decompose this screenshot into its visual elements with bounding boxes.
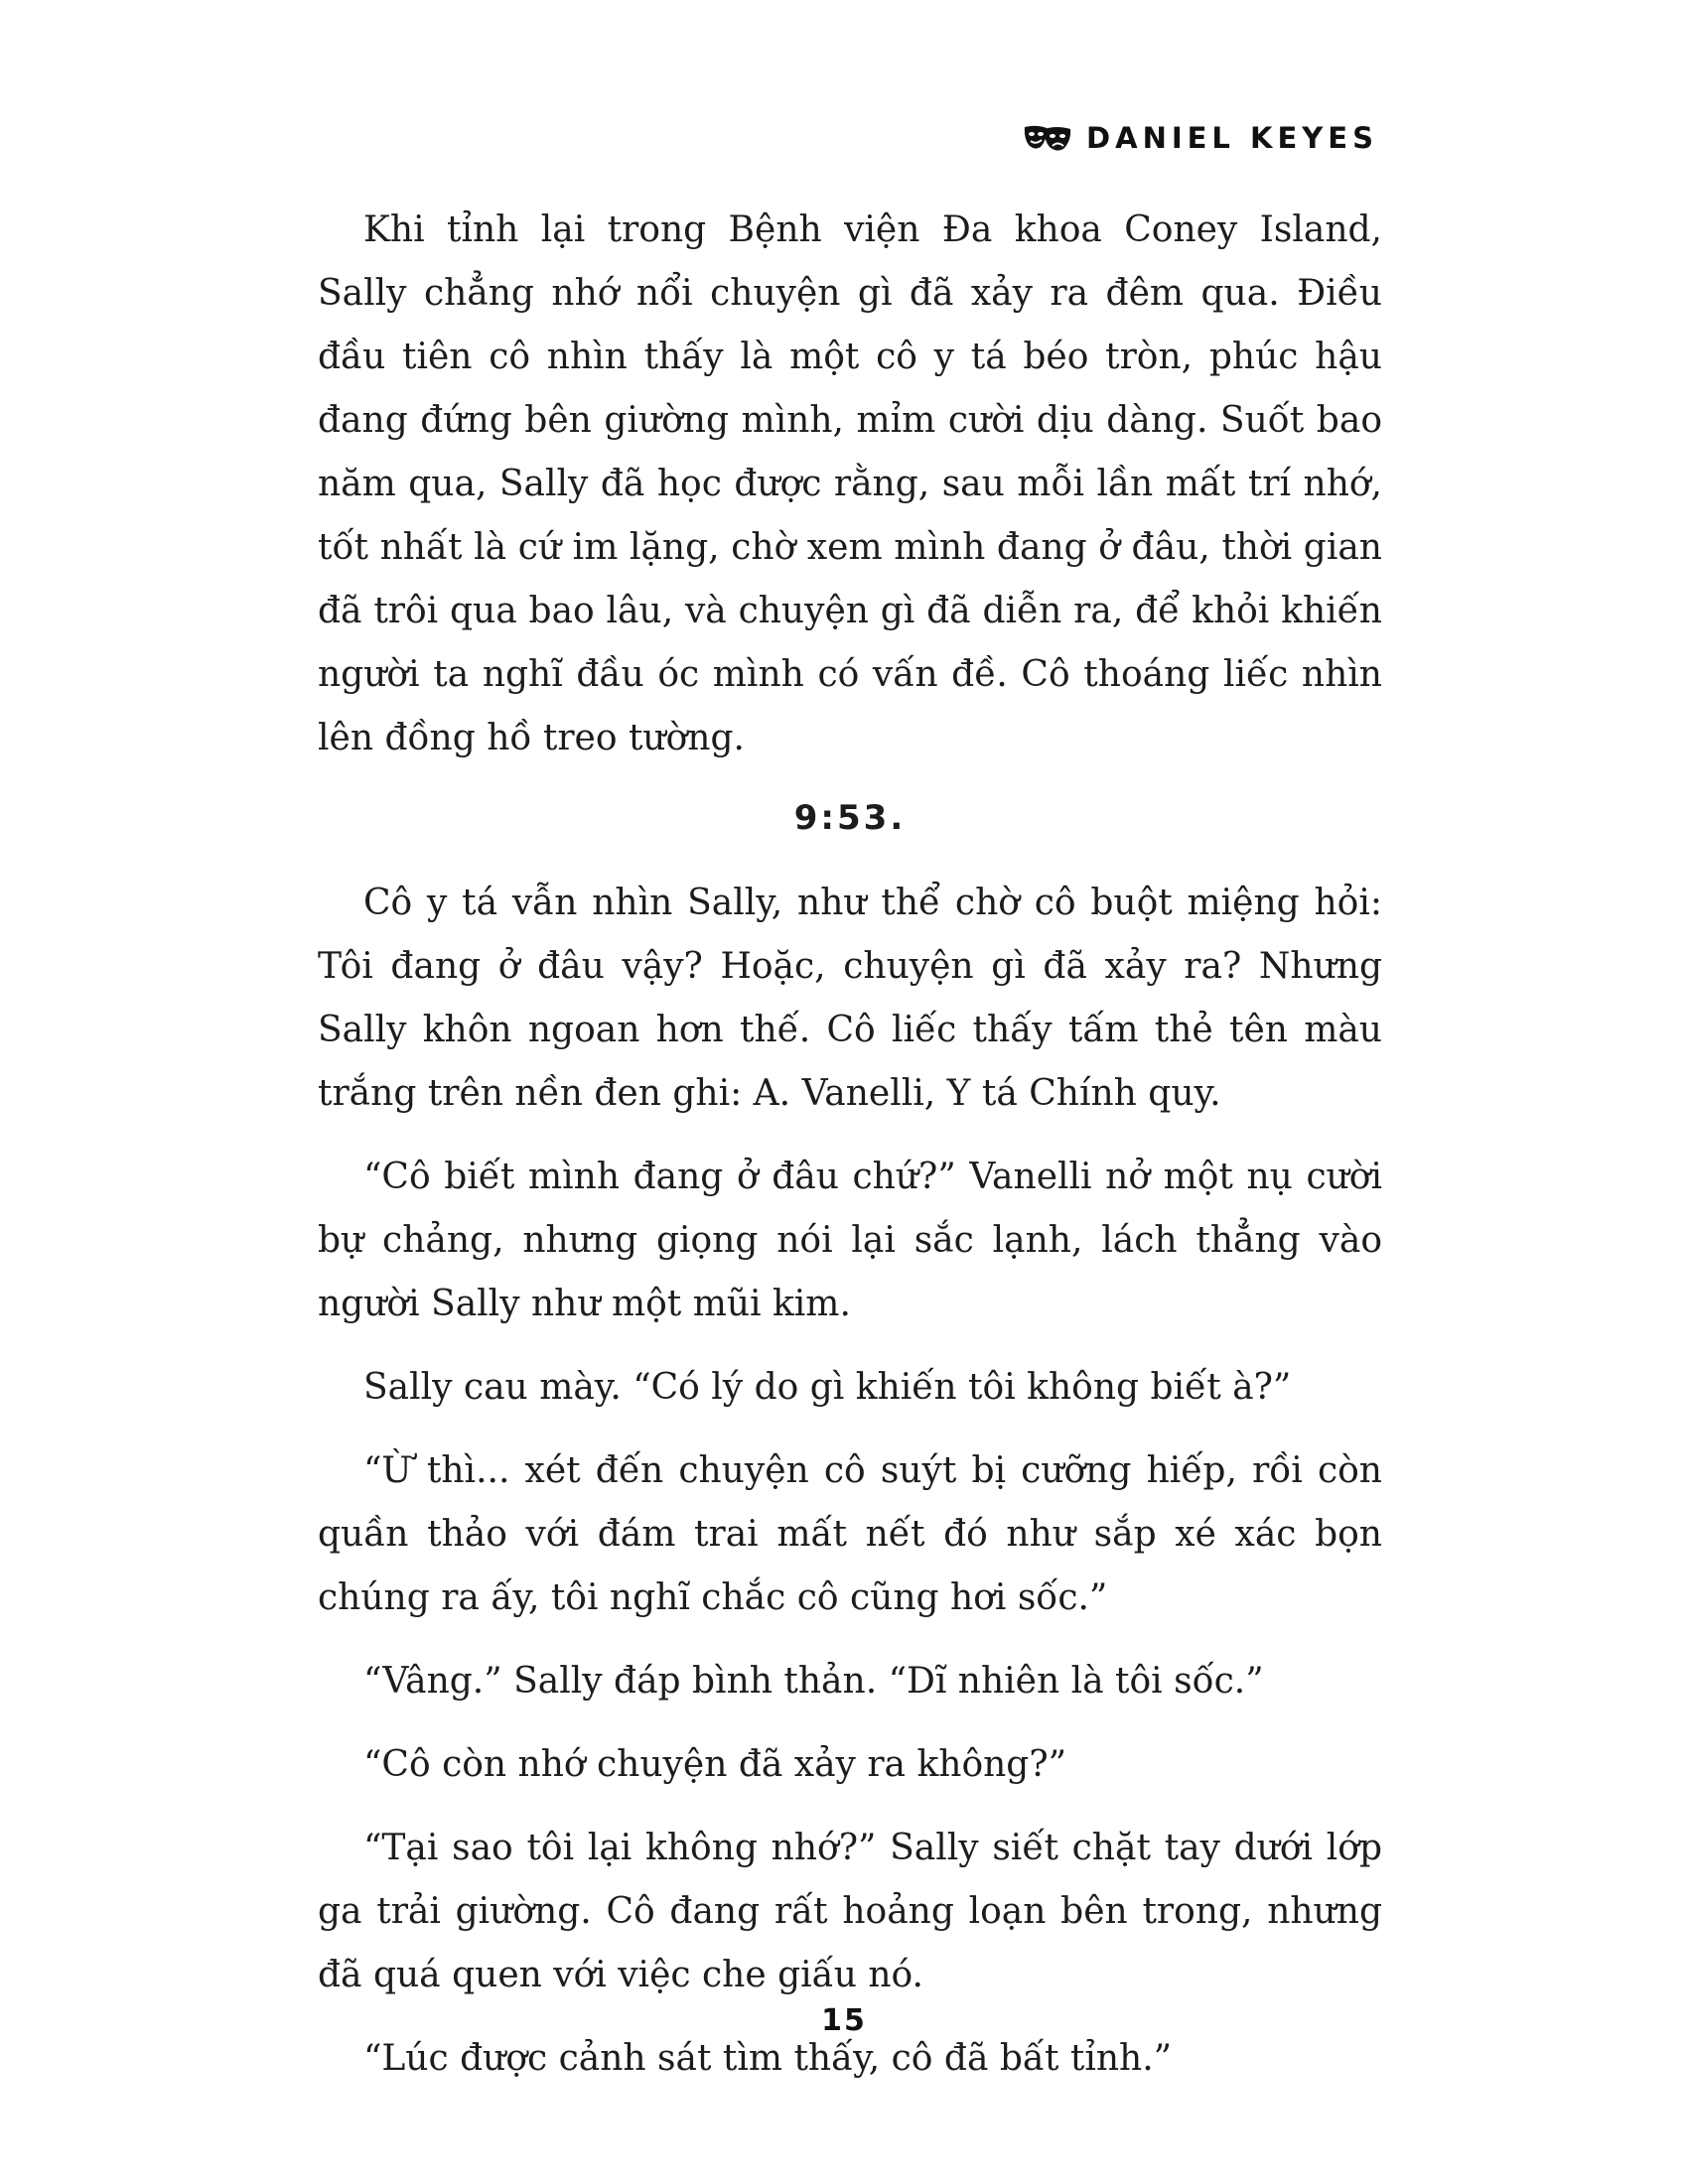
- paragraph: “Cô còn nhớ chuyện đã xảy ra không?”: [363, 1744, 1067, 1785]
- running-header: [1023, 120, 1378, 155]
- theater-masks-icon: [1023, 123, 1072, 153]
- paragraph: “Ừ thì... xét đến chuyện cô suýt bị cưỡng hiếp, rồi còn quần thảo với đám trai mất nết đó như sắp xé xác bọn chúng ra ấy, tôi nghĩ chắc cô cũng hơi sốc.”: [318, 1450, 1382, 1618]
- paragraph: “Cô biết mình đang ở đâu chứ?” Vanelli nở một nụ cười bự chảng, nhưng giọng nói lại sắc lạnh, lách thẳng vào người Sally như một mũi kim.: [318, 1157, 1382, 1324]
- paragraph: Khi tỉnh lại trong Bệnh viện Đa khoa Coney Island, Sally chẳng nhớ nổi chuyện gì đã xảy ra đêm qua. Điều đầu tiên cô nhìn thấy là một cô y tá béo tròn, phúc hậu đang đứng bên giường mình, mỉm cười dịu dàng. Suốt bao năm qua, Sally đã học được rằng, sau mỗi lần mất trí nhớ, tốt nhất là cứ im lặng, chờ xem mình đang ở đâu, thời gian đã trôi qua bao lâu, và chuyện gì đã diễn ra, để khỏi khiến người ta nghĩ đầu óc mình có vấn đề. Cô thoáng liếc nhìn lên đồng hồ treo tường.: [318, 209, 1382, 758]
- running-header-author: DANIEL KEYES: [1086, 120, 1378, 155]
- page-number: 15: [821, 2003, 867, 2038]
- paragraph: “Vâng.” Sally đáp bình thản. “Dĩ nhiên là tôi sốc.”: [363, 1661, 1264, 1702]
- clock-time: 9:53.: [793, 798, 907, 838]
- paragraph: Sally cau mày. “Có lý do gì khiến tôi không biết à?”: [363, 1367, 1292, 1408]
- paragraph: “Tại sao tôi lại không nhớ?” Sally siết chặt tay dưới lớp ga trải giường. Cô đang rất hoảng loạn bên trong, nhưng đã quá quen với việc che giấu nó.: [318, 1828, 1382, 1995]
- paragraph: “Lúc được cảnh sát tìm thấy, cô đã bất tỉnh.”: [363, 2038, 1173, 2079]
- body-text: [318, 199, 1382, 2111]
- paragraph: Cô y tá vẫn nhìn Sally, như thể chờ cô buột miệng hỏi: Tôi đang ở đâu vậy? Hoặc, chuyện gì đã xảy ra? Nhưng Sally khôn ngoan hơn thế. Cô liếc thấy tấm thẻ tên màu trắng trên nền đen ghi: A. Vanelli, Y tá Chính quy.: [318, 883, 1382, 1114]
